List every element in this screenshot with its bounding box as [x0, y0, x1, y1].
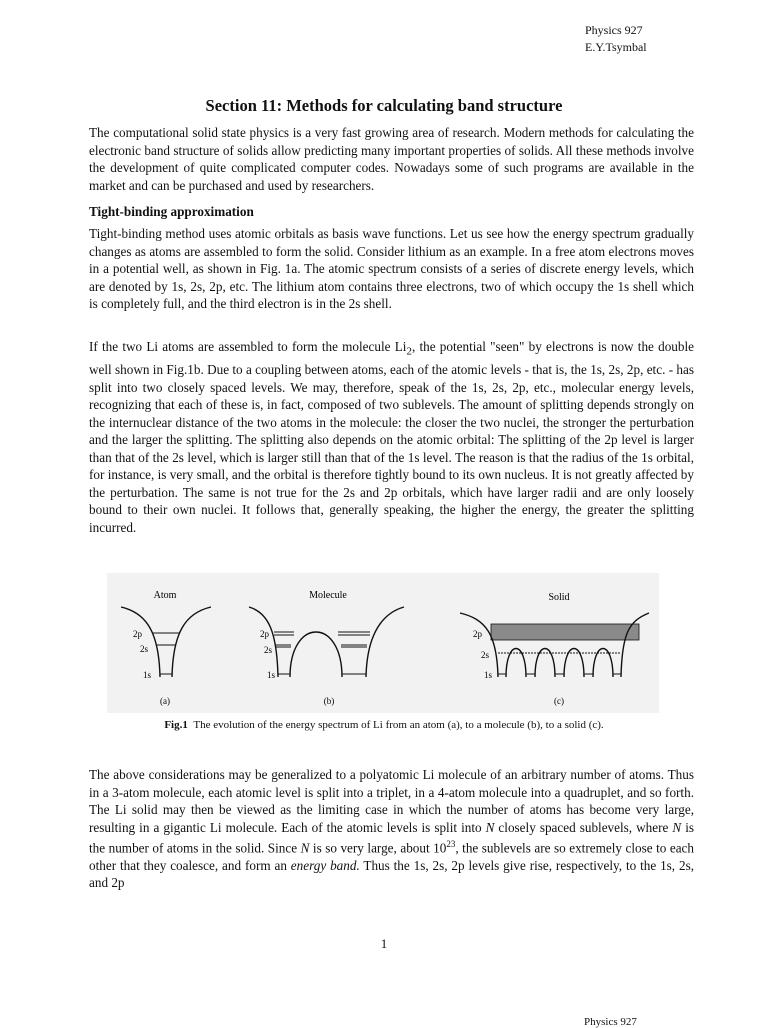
intro-text: The computational solid state physics is a very fast growing area of research. Modern methods for calculating the electronic band structure of solids allow predicting many important properties of solids. All these methods involve the development of quite complicated computer codes. Nowadays some of such programs are available in the market and can be purchased and used by researchers.	[89, 125, 694, 193]
paragraph-2-part-a: If the two Li atoms are assembled to form the molecule Li	[89, 339, 407, 354]
paragraph-2-text	[89, 338, 694, 536]
subheading: Tight-binding approximation	[89, 204, 254, 219]
symbol-n: N	[300, 840, 310, 856]
paragraph-3-part-a: The above considerations may be generalized to a polyatomic Li molecule of an arbitrary number of atoms. Thus in a 3-atom molecule, each atomic level is split into a triplet, in a 4-atom molecule into a quadruplet, and so forth. The Li solid may then be viewed as the limiting case in which the number of atoms has become very large, resulting in a gigantic Li molecule. Each of the atomic levels is split into	[89, 767, 694, 835]
caption-text: The evolution of the energy spectrum of Li from an atom (a), to a molecule (b), to a solid (c).	[193, 719, 604, 731]
next-page-header-fragment: Physics 927	[584, 1016, 637, 1028]
solid-title: Solid	[548, 592, 570, 603]
paragraph-3-part-b: closely spaced sublevels, where	[494, 819, 673, 835]
course-label: Physics 927	[585, 23, 643, 37]
molecule-1s-label: 1s	[267, 670, 276, 680]
exponent: 23	[446, 839, 456, 849]
symbol-n: N	[485, 819, 495, 835]
paragraph-1-text: Tight-binding method uses atomic orbitals as basis wave functions. Let us see how the energy spectrum gradually changes as atoms are assembled to form the solid. Consider lithium as an example. In a free atom electrons moves in a potential well, as shown in Fig. 1a. The atomic spectrum consists of a series of discrete energy levels, which are denoted by 1s, 2s, 2p, etc. The lithium atom contains three electrons, two of which occupy the 1s shell which is completely full, and the third electron is in the 2s shell.	[89, 226, 694, 311]
atom-1s-label: 1s	[143, 670, 152, 680]
author-label: E.Y.Tsymbal	[585, 40, 647, 54]
paragraph-1	[89, 225, 694, 313]
molecule-tag: (b)	[323, 696, 335, 706]
solid-tag: (c)	[554, 696, 564, 706]
atom-2p-label: 2p	[133, 629, 142, 639]
paragraph-3-part-e: , the sublevels are so extremely close to each other that they coalesce, and form an	[89, 840, 694, 873]
paragraph-3-part-f: Thus the 1s, 2s, 2p levels give rise, respectively, to the 1s, 2s, and 2p	[89, 857, 694, 891]
paragraph-3-text	[89, 766, 694, 892]
solid-2p-label: 2p	[473, 629, 482, 639]
paragraph-3-part-c: is the number of atoms in the solid. Since	[89, 819, 694, 856]
molecule-potential-left	[249, 607, 278, 677]
solid-2p-band	[491, 624, 639, 640]
paragraph-2	[89, 338, 694, 536]
panel-molecule	[249, 607, 404, 677]
energy-band-term: energy band.	[290, 857, 360, 873]
molecule-title: Molecule	[309, 590, 347, 601]
symbol-n: N	[672, 819, 682, 835]
paragraph-3	[89, 766, 694, 892]
atom-potential-right	[172, 607, 211, 677]
page-header	[585, 22, 647, 56]
atom-potential-left	[121, 607, 160, 677]
subheading-block	[89, 203, 694, 221]
panel-solid	[460, 613, 649, 677]
paragraph-2-part-b: , the potential "seen" by electrons is now the double well shown in Fig.1b. Due to a coupling between atoms, each of the atomic levels - that is, the 1s, 2s, 2p, etc. - has split into two closely spaced levels. We may, therefore, speak of the 1s, 2s, 2p, etc., molecular energy levels, recognizing that each of these is, in fact, composed of two sublevels. The amount of splitting depends strongly on the internuclear distance of the two atoms in the molecule: the closer the two nuclei, the stronger the perturbation and the larger the splitting. The splitting also depends on the atomic orbital: The splitting of the 2p level is larger than that of the 2s level, which is larger still than that of the 1s level. The reason is that the radius of the 1s orbital, for instance, is very small, and the orbital is therefore tightly bound to its own nucleus. It is not greatly affected by the perturbation. The same is not true for the 2s and 2p orbitals, which have larger radii and are only loosely bound to their own nuclei. It follows that, generally speaking, the higher the energy, the greater the splitting incurred.	[89, 339, 695, 535]
figure-caption	[0, 719, 768, 731]
solid-1s-label: 1s	[484, 670, 493, 680]
section-title: Section 11: Methods for calculating band structure	[205, 96, 563, 115]
molecule-2s-label: 2s	[264, 645, 273, 655]
molecule-potential-right	[366, 607, 404, 677]
intro-paragraph	[89, 124, 694, 194]
molecule-barrier	[290, 632, 342, 677]
figure-1-diagram	[107, 573, 659, 713]
caption-label: Fig.1	[164, 719, 188, 731]
solid-2s-label: 2s	[481, 650, 490, 660]
solid-potential-left	[460, 613, 498, 677]
li2-subscript: 2	[406, 345, 412, 358]
figure-1	[107, 573, 659, 713]
molecule-2p-label: 2p	[260, 629, 269, 639]
panel-atom	[121, 607, 211, 677]
paragraph-3-part-d: is so very large, about 10	[309, 840, 447, 856]
page-number: 1	[380, 936, 388, 951]
atom-2s-label: 2s	[140, 644, 149, 654]
atom-tag: (a)	[160, 696, 170, 706]
solid-potential-right	[621, 613, 649, 677]
atom-title: Atom	[153, 590, 177, 601]
